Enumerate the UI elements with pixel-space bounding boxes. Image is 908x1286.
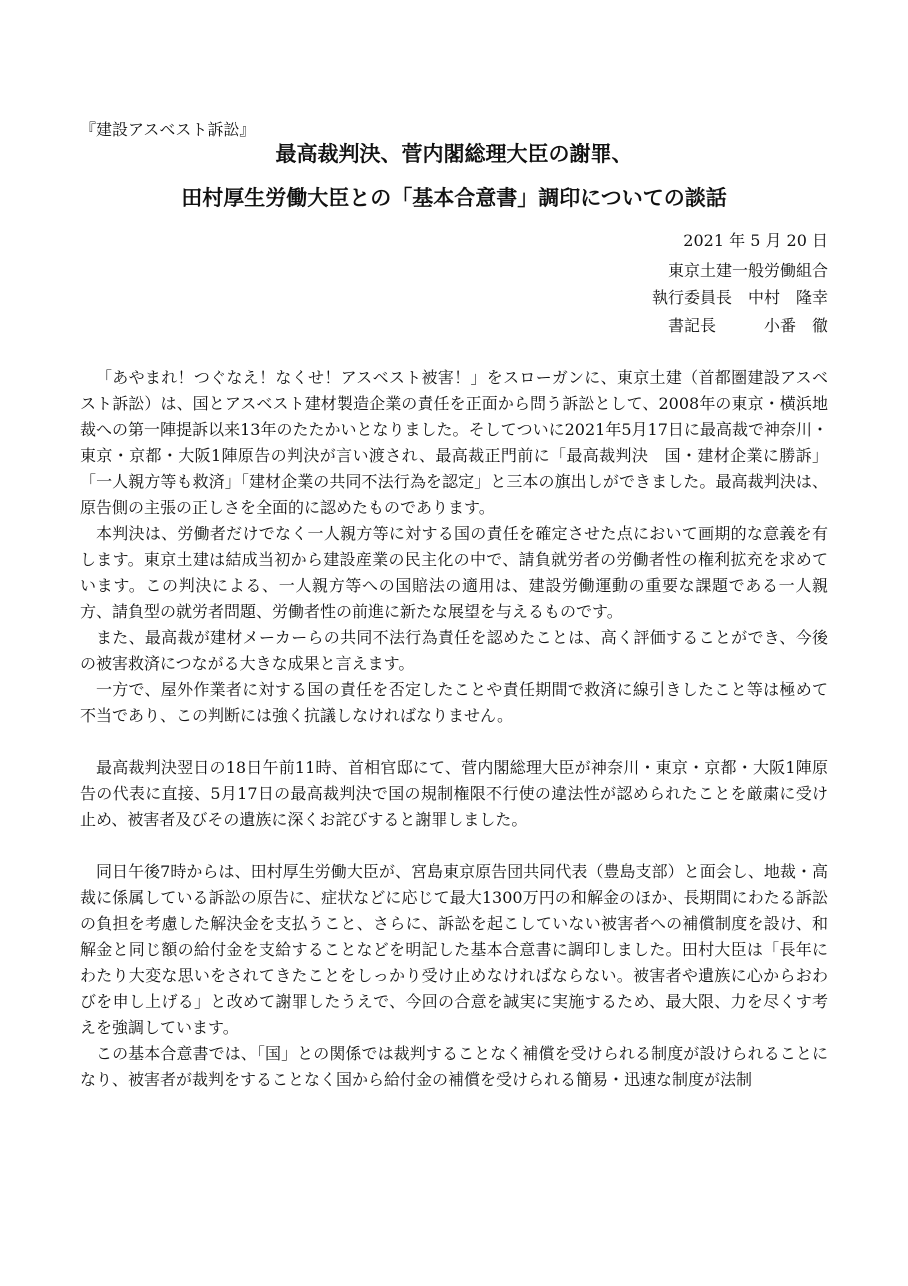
document-title-line-1: 最高裁判決、菅内閣総理大臣の謝罪、 [275, 142, 633, 166]
document-date: 2021 年 5 月 20 日 [683, 231, 828, 250]
secretary-signature: 書記長 小番 徹 [667, 316, 828, 335]
statement-body [80, 365, 828, 1093]
paragraph-pm-apology: 最高裁判決翌日の18日午前11時、首相官邸にて、菅内閣総理大臣が神奈川・東京・京都・大阪1陣原告の代表に直接、5月17日の最高裁判決で国の規制権限不行使の違法性が認められたことを厳粛に受け止め、被害者及びその遺族に深くお詫びすると謝罪しました。 [80, 758, 828, 829]
paragraph-basic-agreement: 同日午後7時からは、田村厚生労働大臣が、宮島東京原告団共同代表（豊島支部）と面会し、地裁・高裁に係属している訴訟の原告に、症状などに応じて最大1300万円の和解金のほか、長期間にわたる訴訟の負担を考慮した解決金を支払うこと、さらに、訴訟を起こしていない被害者への補償制度を設け、和解金と同じ額の給付金を支給することなどを明記した基本合意書に調印しました。田村大臣は「長年にわたり大変な思いをされてきたことをしっかり受け止めなければならない。被害者や遺族に心からおわびを申し上げる」と改めて謝罪したうえで、今回の合意を誠実に実施するため、最大限、力を尽くす考えを強調しています。 [80, 862, 828, 1037]
paragraph-compensation-system: この基本合意書では、「国」との関係では裁判することなく補償を受けられる制度が設けられることになり、被害者が裁判をすることなく国から給付金の補償を受けられる簡易・迅速な制度が法制 [80, 1044, 828, 1089]
paragraph-spacer [80, 833, 828, 859]
chairman-signature: 執行委員長 中村 隆幸 [651, 288, 828, 307]
document-title-line-2: 田村厚生労働大臣との「基本合意書」調印についての談話 [181, 186, 727, 210]
category-label: 『建設アスベスト訴訟』 [80, 120, 256, 139]
paragraph-ruling-significance: 本判決は、労働者だけでなく一人親方等に対する国の責任を確定させた点において画期的な意義を有します。東京土建は結成当初から建設産業の民主化の中で、請負就労者の労働者性の権利拡充を求めています。この判決による、一人親方等への国賠法の適用は、建設労働運動の重要な課題である一人親方、請負型の就労者問題、労働者性の前進に新たな展望を与えるものです。 [80, 524, 828, 621]
paragraph-protest: 一方で、屋外作業者に対する国の責任を否定したことや責任期間で救済に線引きしたこと等は極めて不当であり、この判断には強く抗議しなければなりません。 [80, 680, 828, 725]
paragraph-manufacturer-liability: また、最高裁が建材メーカーらの共同不法行為責任を認めたことは、高く評価することができ、今後の被害救済につながる大きな成果と言えます。 [80, 628, 828, 673]
organization-name: 東京土建一般労働組合 [667, 261, 828, 280]
paragraph-slogan-background: 「あやまれ！つぐなえ！なくせ！アスベスト被害！」をスローガンに、東京土建（首都圏建設アスベスト訴訟）は、国とアスベスト建材製造企業の責任を正面から問う訴訟として、2008年の東京・横浜地裁への第一陣提訴以来13年のたたかいとなりました。そしてついに2021年5月17日に最高裁で神奈川・東京・京都・大阪1陣原告の判決が言い渡され、最高裁正門前に「最高裁判決 国・建材企業に勝訴」「一人親方等も救済」「建材企業の共同不法行為を認定」と三本の旗出しができました。最高裁判決は、原告側の主張の正しさを全面的に認めたものであります。 [80, 368, 828, 517]
paragraph-spacer [80, 729, 828, 755]
